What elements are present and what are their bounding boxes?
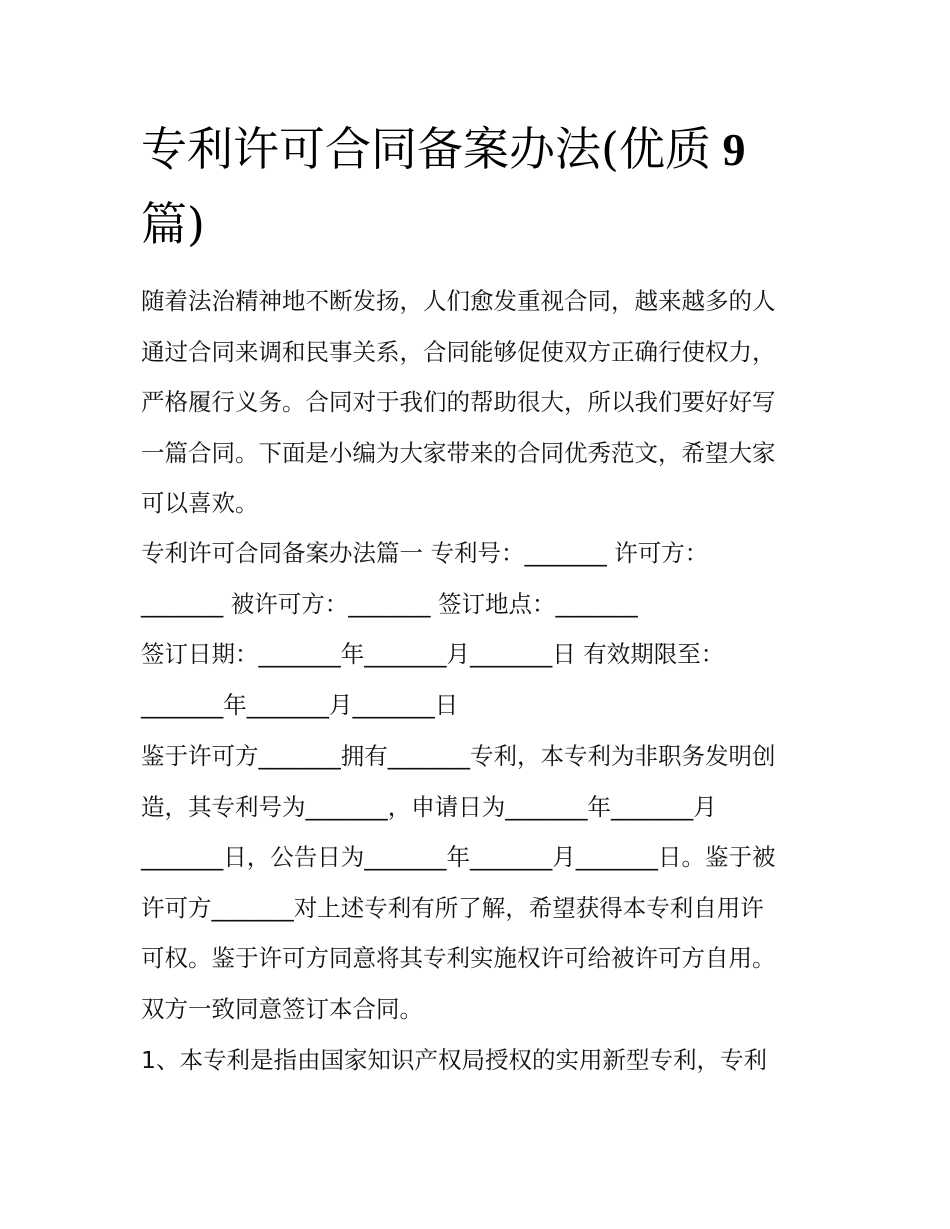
intro-line: 通过合同来调和民事关系，合同能够促使双方正确行使权力，: [141, 337, 776, 366]
contract-header-line: 签订日期：_______年_______月_______日 有效期限至：: [141, 640, 725, 668]
contract-header-line: 专利许可合同备案办法篇一 专利号：_______ 许可方：: [141, 539, 709, 567]
recital-line: 可权。鉴于许可方同意将其专利实施权许可给被许可方自用。: [141, 944, 776, 972]
clause-1-paragraph: [141, 1035, 816, 1086]
recital-paragraph: [141, 731, 816, 1034]
contract-header-line: _______ 被许可方：_______ 签订地点：_______: [141, 589, 638, 618]
clause-line: 1、本专利是指由国家知识产权局授权的实用新型专利，专利: [141, 1046, 767, 1074]
intro-line: 一篇合同。下面是小编为大家带来的合同优秀范文，希望大家: [141, 438, 776, 467]
recital-line: 鉴于许可方_______拥有_______专利，本专利为非职务发明创: [141, 742, 776, 770]
intro-line: 可以喜欢。: [141, 489, 259, 517]
title-part-4: 篇): [141, 197, 205, 251]
recital-line: 造，其专利号为_______，申请日为_______年_______月: [141, 792, 717, 821]
recital-line: 许可方_______对上述专利有所了解，希望获得本专利自用许: [141, 893, 764, 922]
intro-line: 随着法治精神地不断发扬，人们愈发重视合同，越来越多的人: [141, 287, 776, 315]
document-title: [141, 112, 821, 262]
intro-line: 严格履行义务。合同对于我们的帮助很大，所以我们要好好写: [141, 388, 776, 416]
intro-paragraph: [141, 276, 816, 529]
title-part-2: 优质: [618, 122, 711, 176]
contract-header-line: _______年_______月_______日: [141, 690, 459, 719]
contract-header-paragraph: [141, 528, 816, 730]
title-part-3: 9: [710, 124, 746, 175]
recital-line: 双方一致同意签订本合同。: [141, 994, 423, 1023]
recital-line: _______日，公告日为_______年_______月_______日。鉴于被: [141, 843, 776, 871]
title-part-1: 专利许可合同备案办法(: [141, 122, 619, 176]
